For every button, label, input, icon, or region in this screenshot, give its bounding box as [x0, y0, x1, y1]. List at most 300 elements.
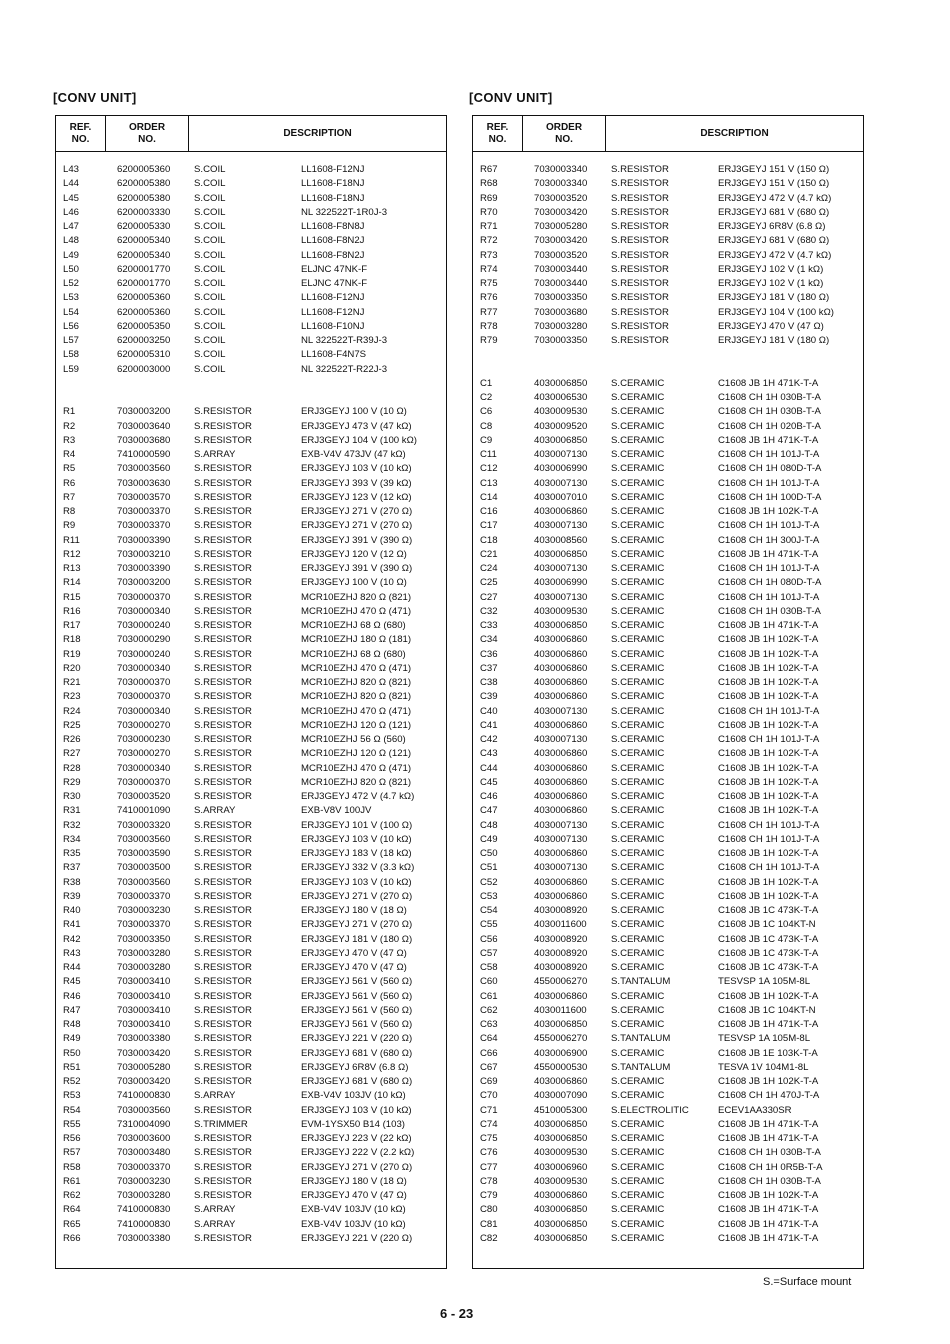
ref-no: R58 [63, 1161, 81, 1173]
order-no: 7030003480 [117, 1147, 171, 1159]
part-type: S.RESISTOR [194, 1019, 252, 1030]
ref-no: L59 [63, 363, 80, 375]
left-table-header [56, 116, 446, 152]
model-number: C1608 JB 1H 102K-T-A [718, 506, 819, 517]
part-type: S.CERAMIC [611, 933, 665, 945]
table-row [473, 1075, 863, 1089]
part-type: S.ELECTROLITIC [611, 1104, 689, 1116]
order-no: 4030008920 [534, 933, 588, 945]
table-row [56, 420, 446, 434]
part-type: S.RESISTOR [194, 1161, 252, 1173]
order-no: 4030006850 [534, 620, 588, 631]
order-no: 7030003280 [117, 947, 171, 959]
order-no: 7030000370 [117, 591, 171, 603]
order-no: 4030008560 [534, 534, 588, 546]
ref-no: R1 [63, 406, 76, 418]
model-number: C1608 JB 1C 473K-T-A [718, 933, 819, 945]
order-no: 7030003600 [117, 1133, 171, 1144]
part-type: S.CERAMIC [611, 748, 665, 760]
order-no: 7030000340 [117, 762, 171, 774]
part-type: S.CERAMIC [611, 919, 665, 931]
table-row [473, 263, 863, 277]
part-type: S.COIL [194, 235, 226, 247]
part-type: S.CERAMIC [611, 691, 665, 703]
ref-no: C70 [480, 1090, 498, 1102]
order-no: 7030003320 [117, 819, 171, 831]
model-number: C1608 JB 1H 102K-T-A [718, 876, 819, 888]
model-number: C1608 JB 1H 471K-T-A [718, 1204, 819, 1216]
model-number: C1608 CH 1H 080D-T-A [718, 463, 822, 475]
part-type: S.CERAMIC [611, 577, 665, 589]
part-type: S.CERAMIC [611, 848, 665, 859]
model-number: LL1608-F12NJ [301, 164, 365, 175]
order-no: 7030003680 [534, 306, 588, 318]
table-row [473, 249, 863, 263]
order-no: 6200005360 [117, 306, 171, 318]
ref-no: R21 [63, 677, 81, 688]
part-type: S.RESISTOR [194, 605, 252, 617]
model-number: C1608 CH 1H 101J-T-A [718, 591, 820, 603]
model-number: ERJ3GEYJ 123 V (12 kΩ) [301, 491, 412, 503]
part-type: S.CERAMIC [611, 1147, 665, 1159]
order-no: 7030000370 [117, 776, 171, 788]
order-no: 7030000240 [117, 648, 171, 660]
model-number: C1608 JB 1H 471K-T-A [718, 1019, 819, 1030]
table-row [56, 249, 446, 263]
ref-no: C49 [480, 833, 498, 845]
model-number: ELJNC 47NK-F [301, 263, 368, 275]
ref-no: R17 [63, 620, 81, 631]
order-no: 7030000370 [117, 677, 171, 688]
table-row [473, 662, 863, 676]
part-type: S.CERAMIC [611, 890, 665, 902]
order-no: 7030003420 [117, 1047, 171, 1059]
part-type: S.CERAMIC [611, 434, 665, 446]
part-type: S.CERAMIC [611, 1232, 665, 1244]
table-row [56, 1161, 446, 1175]
table-row [56, 990, 446, 1004]
table-row [56, 1104, 446, 1118]
table-row [56, 633, 446, 647]
ref-no: C52 [480, 876, 498, 888]
order-no: 4030006860 [534, 677, 588, 688]
order-no: 4030006990 [534, 463, 588, 475]
part-type: S.ARRAY [194, 1090, 236, 1102]
part-type: S.RESISTOR [194, 990, 252, 1002]
part-type: S.CERAMIC [611, 1118, 665, 1130]
table-row [473, 648, 863, 662]
model-number: C1608 JB 1H 471K-T-A [718, 377, 819, 389]
model-number: EXB-V4V 103JV (10 kΩ) [301, 1204, 406, 1216]
part-type: S.RESISTOR [611, 320, 669, 332]
model-number: C1608 JB 1H 102K-T-A [718, 890, 819, 902]
model-number: LL1608-F10NJ [301, 320, 365, 332]
ref-no: R55 [63, 1118, 81, 1130]
part-type: S.COIL [194, 263, 226, 275]
ref-no: C80 [480, 1204, 498, 1216]
model-number: ERJ3GEYJ 681 V (680 Ω) [301, 1047, 413, 1059]
part-type: S.CERAMIC [611, 905, 665, 916]
table-row [56, 833, 446, 847]
order-no: 6200001770 [117, 263, 171, 275]
table-row [56, 961, 446, 975]
order-no: 7030000340 [117, 605, 171, 617]
table-row [56, 477, 446, 491]
model-number: C1608 JB 1H 471K-T-A [718, 620, 819, 631]
ref-no: R69 [480, 192, 498, 204]
ref-no: C18 [480, 534, 498, 546]
table-row [56, 676, 446, 690]
table-row [56, 562, 446, 576]
ref-no: R74 [480, 263, 498, 275]
order-no-header: ORDER NO. [106, 116, 189, 151]
table-row [56, 291, 446, 305]
model-number: ERJ3GEYJ 222 V (2.2 kΩ) [301, 1147, 415, 1159]
model-number: ERJ3GEYJ 472 V (4.7 kΩ) [718, 192, 832, 204]
table-row [473, 719, 863, 733]
order-no: 4030006850 [534, 1019, 588, 1030]
table-row [473, 619, 863, 633]
model-number: ERJ3GEYJ 561 V (560 Ω) [301, 1004, 413, 1016]
model-number: C1608 CH 1H 030B-T-A [718, 406, 821, 418]
ref-no: C50 [480, 848, 498, 859]
ref-no: C67 [480, 1061, 498, 1073]
ref-no: C81 [480, 1218, 498, 1230]
model-number: C1608 CH 1H 080D-T-A [718, 577, 822, 589]
page-number: 6 - 23 [440, 1306, 474, 1321]
order-no: 4030006900 [534, 1047, 588, 1059]
order-no: 4030007130 [534, 477, 588, 489]
model-number: EVM-1YSX50 B14 (103) [301, 1118, 405, 1130]
ref-no: R4 [63, 449, 76, 460]
table-row [56, 591, 446, 605]
order-no: 7030003570 [117, 491, 171, 503]
part-type: S.RESISTOR [194, 976, 252, 988]
part-type: S.RESISTOR [194, 634, 252, 646]
order-no: 7030003640 [117, 420, 171, 432]
ref-no: L46 [63, 206, 80, 218]
part-type: S.CERAMIC [611, 962, 665, 973]
part-type: S.RESISTOR [194, 691, 252, 703]
model-number: C1608 CH 1H 030B-T-A [718, 1147, 821, 1159]
order-no: 4030006850 [534, 1118, 588, 1130]
ref-no: R12 [63, 548, 81, 560]
ref-no: R73 [480, 249, 498, 261]
part-type: S.RESISTOR [194, 876, 252, 888]
ref-no: L58 [63, 349, 80, 361]
ref-no: R32 [63, 819, 81, 831]
order-no: 4030006860 [534, 805, 588, 817]
model-number: ERJ3GEYJ 103 V (10 kΩ) [301, 833, 412, 845]
table-row [473, 277, 863, 291]
part-type: S.CERAMIC [611, 990, 665, 1002]
model-number: C1608 JB 1H 102K-T-A [718, 634, 819, 646]
model-number: C1608 JB 1H 102K-T-A [718, 990, 819, 1002]
order-no: 7030003410 [117, 1004, 171, 1016]
ref-no: C16 [480, 506, 498, 517]
model-number: C1608 JB 1H 102K-T-A [718, 805, 819, 817]
ref-no: R37 [63, 862, 81, 874]
ref-no: R50 [63, 1047, 81, 1059]
model-number: ERJ3GEYJ 470 V (47 Ω) [301, 962, 407, 973]
part-type: S.COIL [194, 192, 226, 204]
part-type: S.CERAMIC [611, 520, 665, 532]
ref-no: R3 [63, 434, 76, 446]
part-type: S.RESISTOR [194, 776, 252, 788]
part-type: S.RESISTOR [194, 719, 252, 731]
order-no: 4030009530 [534, 406, 588, 418]
part-type: S.RESISTOR [194, 819, 252, 831]
table-row [56, 776, 446, 790]
table-row [473, 1203, 863, 1217]
ref-no: R61 [63, 1175, 81, 1187]
table-row [473, 1018, 863, 1032]
ref-no: L48 [63, 235, 80, 247]
part-type: S.RESISTOR [611, 278, 669, 289]
part-type: S.RESISTOR [194, 520, 252, 532]
model-number: ERJ3GEYJ 332 V (3.3 kΩ) [301, 862, 415, 874]
table-row [56, 448, 446, 462]
ref-no: R35 [63, 848, 81, 859]
model-number: ERJ3GEYJ 104 V (100 kΩ) [718, 306, 834, 318]
table-row [473, 391, 863, 405]
order-no: 4030007130 [534, 819, 588, 831]
table-row [56, 491, 446, 505]
table-row [473, 733, 863, 747]
model-number: EXB-V8V 100JV [301, 805, 372, 817]
model-number: C1608 JB 1H 102K-T-A [718, 677, 819, 688]
part-type: S.CERAMIC [611, 947, 665, 959]
part-type: S.RESISTOR [194, 1190, 252, 1201]
order-no: 4030007130 [534, 449, 588, 460]
table-row [56, 377, 446, 391]
order-no: 4030006960 [534, 1161, 588, 1173]
ref-no: L47 [63, 221, 80, 232]
part-type: S.CERAMIC [611, 491, 665, 503]
part-type: S.CERAMIC [611, 1090, 665, 1102]
order-no: 7030003230 [117, 1175, 171, 1187]
ref-no: C41 [480, 719, 498, 731]
ref-no: C71 [480, 1104, 498, 1116]
part-type: S.RESISTOR [611, 263, 669, 275]
part-type: S.RESISTOR [611, 306, 669, 318]
part-type: S.CERAMIC [611, 605, 665, 617]
table-row [473, 320, 863, 334]
ref-no: R54 [63, 1104, 81, 1116]
ref-no: R67 [480, 164, 498, 175]
part-type: S.COIL [194, 349, 226, 361]
left-parts-table [55, 115, 447, 1269]
model-number: ERJ3GEYJ 223 V (22 kΩ) [301, 1133, 412, 1144]
part-type: S.CERAMIC [611, 762, 665, 774]
order-no: 4030007130 [534, 833, 588, 845]
model-number: C1608 JB 1H 102K-T-A [718, 791, 819, 802]
order-no: 7030003340 [534, 178, 588, 190]
order-no: 4030009530 [534, 1175, 588, 1187]
order-no: 4030007010 [534, 491, 588, 503]
model-number: ECEV1AA330SR [718, 1104, 792, 1116]
table-row [56, 462, 446, 476]
model-number: C1608 JB 1H 102K-T-A [718, 776, 819, 788]
order-no: 7030003410 [117, 976, 171, 988]
order-no: 7410001090 [117, 805, 171, 817]
ref-no: C14 [480, 491, 498, 503]
order-no: 7030000240 [117, 620, 171, 631]
ref-no: C55 [480, 919, 498, 931]
model-number: ERJ3GEYJ 681 V (680 Ω) [301, 1076, 413, 1087]
model-number: C1608 JB 1H 102K-T-A [718, 719, 819, 731]
part-type: S.COIL [194, 206, 226, 218]
table-row [56, 534, 446, 548]
model-number: LL1608-F12NJ [301, 292, 365, 304]
table-row [473, 1189, 863, 1203]
table-row [473, 562, 863, 576]
part-type: S.RESISTOR [194, 1133, 252, 1144]
ref-no: R62 [63, 1190, 81, 1201]
ref-no: C36 [480, 648, 498, 660]
table-row [56, 348, 446, 362]
table-row [473, 633, 863, 647]
part-type: S.RESISTOR [194, 591, 252, 603]
surface-mount-footnote: S.=Surface mount [763, 1276, 852, 1288]
ref-no: R79 [480, 335, 498, 346]
model-number: EXB-V4V 103JV (10 kΩ) [301, 1218, 406, 1230]
model-number: ERJ3GEYJ 151 V (150 Ω) [718, 178, 830, 190]
model-number: LL1608-F8N8J [301, 221, 365, 232]
order-no: 7030005280 [534, 221, 588, 232]
table-row [56, 890, 446, 904]
ref-no: C51 [480, 862, 498, 874]
ref-no: R8 [63, 506, 76, 517]
ref-no: R25 [63, 719, 81, 731]
order-no: 6200005380 [117, 192, 171, 204]
order-no: 7030000290 [117, 634, 171, 646]
order-no: 6200005360 [117, 164, 171, 175]
ref-no: R52 [63, 1076, 81, 1087]
ref-no: R30 [63, 791, 81, 802]
table-row [473, 804, 863, 818]
table-row [473, 1218, 863, 1232]
part-type: S.RESISTOR [194, 1033, 252, 1045]
ref-no: R24 [63, 705, 81, 717]
part-type: S.CERAMIC [611, 662, 665, 674]
ref-no: C78 [480, 1175, 498, 1187]
ref-no: C1 [480, 377, 493, 389]
ref-no: L57 [63, 335, 80, 346]
part-type: S.RESISTOR [194, 791, 252, 802]
ref-no: R43 [63, 947, 81, 959]
part-type: S.RESISTOR [194, 1061, 252, 1073]
ref-no-header: REF. NO. [473, 116, 523, 151]
part-type: S.CERAMIC [611, 805, 665, 817]
ref-no: C38 [480, 677, 498, 688]
part-type: S.CERAMIC [611, 420, 665, 432]
table-row [473, 762, 863, 776]
model-number: EXB-V4V 473JV (47 kΩ) [301, 449, 406, 460]
model-number: ERJ3GEYJ 181 V (180 Ω) [718, 292, 830, 304]
ref-no: C25 [480, 577, 498, 589]
part-type: S.RESISTOR [194, 919, 252, 931]
table-row [473, 690, 863, 704]
ref-no: C43 [480, 748, 498, 760]
table-row [56, 163, 446, 177]
ref-no: C8 [480, 420, 493, 432]
left-table-body [56, 163, 446, 1246]
ref-no: R39 [63, 890, 81, 902]
part-type: S.CERAMIC [611, 463, 665, 475]
model-number: C1608 JB 1H 102K-T-A [718, 762, 819, 774]
order-no: 7030003370 [117, 890, 171, 902]
order-no: 4030008920 [534, 905, 588, 916]
ref-no: R57 [63, 1147, 81, 1159]
part-type: S.CERAMIC [611, 1019, 665, 1030]
order-no: 4030006850 [534, 1204, 588, 1216]
part-type: S.RESISTOR [194, 905, 252, 916]
model-number: ERJ3GEYJ 102 V (1 kΩ) [718, 263, 824, 275]
model-number: ERJ3GEYJ 561 V (560 Ω) [301, 990, 413, 1002]
model-number: MCR10EZHJ 820 Ω (821) [301, 691, 412, 703]
order-no: 7030003420 [534, 235, 588, 247]
model-number: TESVSP 1A 105M-8L [718, 976, 811, 988]
order-no: 4030006850 [534, 377, 588, 389]
model-number: C1608 JB 1H 471K-T-A [718, 434, 819, 446]
model-number: ERJ3GEYJ 103 V (10 kΩ) [301, 463, 412, 475]
model-number: NL 322522T-R22J-3 [301, 363, 388, 375]
ref-no: C82 [480, 1232, 498, 1244]
order-no: 4030006850 [534, 548, 588, 560]
model-number: C1608 JB 1H 102K-T-A [718, 1190, 819, 1201]
model-number: ERJ3GEYJ 681 V (680 Ω) [718, 235, 830, 247]
table-row [473, 1132, 863, 1146]
model-number: ERJ3GEYJ 100 V (10 Ω) [301, 577, 407, 589]
part-type: S.CERAMIC [611, 1076, 665, 1087]
order-no: 4030006860 [534, 890, 588, 902]
model-number: C1608 JB 1C 104KT-N [718, 1004, 816, 1016]
table-row [473, 790, 863, 804]
order-no: 4030006850 [534, 1133, 588, 1144]
order-no: 7030003200 [117, 577, 171, 589]
table-row [473, 1089, 863, 1103]
order-no: 4030006860 [534, 791, 588, 802]
table-row [473, 1175, 863, 1189]
model-number: C1608 CH 1H 101J-T-A [718, 705, 820, 717]
part-type: S.CERAMIC [611, 563, 665, 574]
model-number: C1608 JB 1E 103K-T-A [718, 1047, 818, 1059]
part-type: S.COIL [194, 221, 226, 232]
part-type: S.CERAMIC [611, 506, 665, 517]
table-row [473, 847, 863, 861]
order-no: 4030006850 [534, 1218, 588, 1230]
table-row [56, 519, 446, 533]
table-row [473, 192, 863, 206]
ref-no: C32 [480, 605, 498, 617]
table-row [56, 405, 446, 419]
part-type: S.RESISTOR [611, 178, 669, 190]
part-type: S.CERAMIC [611, 634, 665, 646]
model-number: ERJ3GEYJ 181 V (180 Ω) [718, 335, 830, 346]
model-number: C1608 CH 1H 101J-T-A [718, 819, 820, 831]
order-no: 4030006860 [534, 762, 588, 774]
table-row [473, 833, 863, 847]
model-number: MCR10EZHJ 820 Ω (821) [301, 677, 412, 688]
model-number: C1608 CH 1H 101J-T-A [718, 734, 820, 745]
order-no: 6200005340 [117, 249, 171, 261]
model-number: C1608 JB 1H 102K-T-A [718, 648, 819, 660]
table-row [56, 876, 446, 890]
part-type: S.RESISTOR [194, 947, 252, 959]
part-type: S.RESISTOR [194, 1104, 252, 1116]
table-row [56, 648, 446, 662]
